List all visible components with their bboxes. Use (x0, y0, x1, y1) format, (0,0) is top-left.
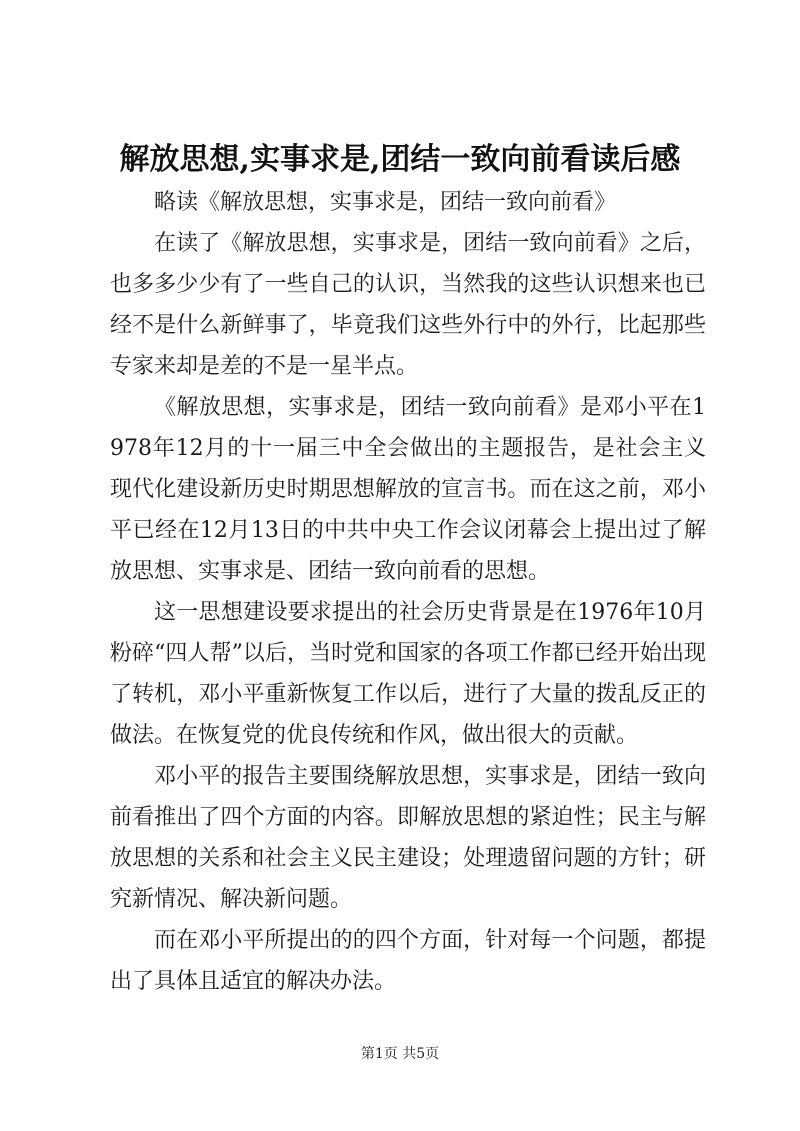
page-number-footer: 第1页 共5页 (360, 1046, 440, 1062)
body-paragraph: 这一思想建设要求提出的社会历史背景是在1976年10月粉碎“四人帮”以后，当时党和国家的各项工作都已经开始出现了转机，邓小平重新恢复工作以后，进行了大量的拨乱反正的做法。在恢复党的优良传统和作风，做出很大的贡献。 (110, 600, 706, 748)
document-title: 解放思想,实事求是,团结一致向前看读后感 (119, 142, 681, 177)
body-paragraph: 《解放思想，实事求是，团结一致向前看》是邓小平在1978年12月的十一届三中全会做出的主题报告，是社会主义现代化建设新历史时期思想解放的宣言书。而在这之前，邓小平已经在12月13日的中共中央工作会议闭幕会上提出过了解放思想、实事求是、团结一致向前看的思想。 (110, 395, 706, 584)
subtitle-paragraph: 略读《解放思想，实事求是，团结一致向前看》 (154, 190, 617, 215)
document-body (110, 182, 706, 1002)
body-paragraph: 而在邓小平所提出的的四个方面，针对每一个问题，都提出了具体且适宜的解决办法。 (110, 928, 706, 994)
body-paragraph: 邓小平的报告主要围绕解放思想，实事求是，团结一致向前看推出了四个方面的内容。即解放思想的紧迫性；民主与解放思想的关系和社会主义民主建设；处理遗留问题的方针；研究新情况、解决新问题。 (110, 764, 706, 912)
body-paragraph: 在读了《解放思想，实事求是，团结一致向前看》之后，也多多少少有了一些自己的认识，当然我的这些认识想来也已经不是什么新鲜事了，毕竟我们这些外行中的外行，比起那些专家来却是差的不是一星半点。 (110, 231, 706, 379)
